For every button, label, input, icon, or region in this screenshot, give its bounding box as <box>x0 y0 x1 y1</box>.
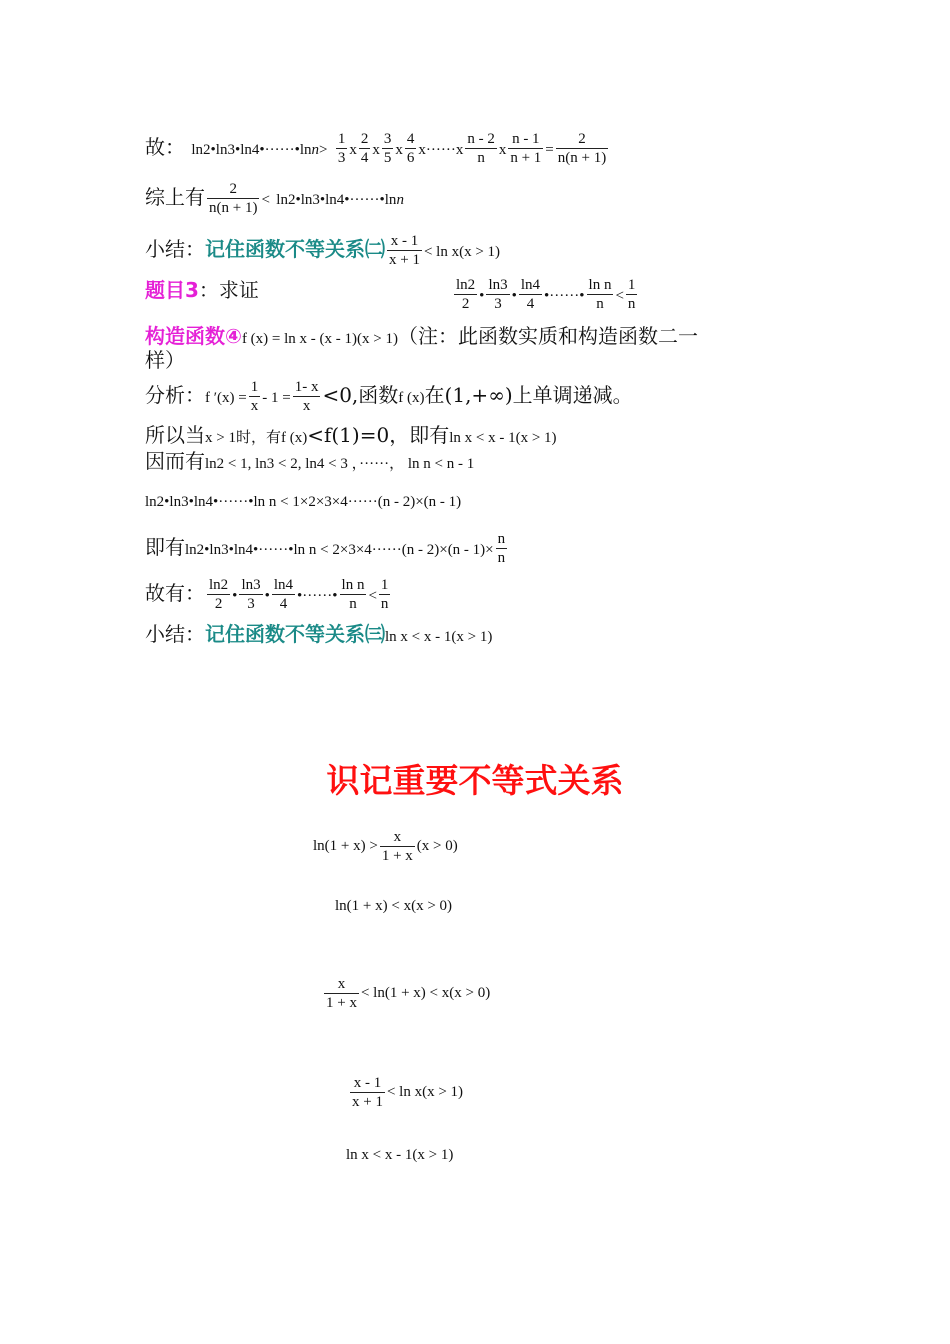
line-1: 故： ln2•ln3•ln4•······•lnn> $\frac{1}{3}$ x $\frac{2}{4}$ x $\frac{3}{5}$ x $\frac{4}{6}$ x······x $\frac{n - 2}{n}$ x $\frac{n - 1}{n + 1}$ = $\frac{2}{n(n + 1)}$ <box>145 131 607 166</box>
label: 小结： <box>145 237 205 261</box>
inequality-4: $\frac{x - 1}{x + 1}$ < ln x(x > 1) <box>352 1075 464 1110</box>
text: 因而有 <box>145 449 205 473</box>
math-expr: x > 1时，有 <box>205 430 281 446</box>
line-2 <box>145 180 404 217</box>
line-10 <box>145 530 509 567</box>
fraction: $\frac{1}{n}$ <box>380 577 389 612</box>
fraction: $\frac{2}{n(n + 1)}$ <box>557 131 607 166</box>
fraction: $\frac{1}{n}$ <box>627 277 636 312</box>
math-expr: ln2•ln3•ln4•······•ln n < 1×2×3×4······(n - 2)×(n - 1) <box>145 494 462 510</box>
line-4-math: $\frac{\ln 2}{2}$ • $\frac{\ln 3}{3}$ • $\frac{\ln 4}{4}$ •······• $\frac{\text{ln n}}{n}$ < $\frac{1}{n}$ <box>456 277 636 312</box>
math-dots: •······• <box>297 588 338 604</box>
summary-highlight: 记住函数不等关系㈢ <box>205 622 385 646</box>
line-5 <box>145 326 698 347</box>
math-product: ln2•ln3•ln4•······•ln <box>191 142 312 158</box>
fraction: $\frac{\ln 3}{3}$ <box>488 277 508 312</box>
math-product: ln2•ln3•ln4•······•ln <box>276 192 397 208</box>
text: 在(1,+∞)上单调递减。 <box>424 383 633 407</box>
fraction: $\frac{\text{ln n}}{n}$ <box>588 277 612 312</box>
line-11: 故有： $\frac{\ln 2}{2}$ • $\frac{\ln 3}{3}$ • $\frac{\ln 4}{4}$ •······• $\frac{\text{ln n}}{n}$ < $\frac{1}{n}$ <box>145 577 389 612</box>
fraction: $\frac{\ln 4}{4}$ <box>273 577 294 612</box>
fraction: $\frac{x - 1}{x + 1}$ <box>389 233 420 268</box>
fraction: $\frac{\ln 2}{2}$ <box>456 277 476 312</box>
fraction: $\frac{3}{5}$ <box>383 131 392 166</box>
fraction: $\frac{4}{6}$ <box>406 131 415 166</box>
math-op: - 1 = <box>262 390 291 406</box>
label: 小结： <box>145 622 205 646</box>
summary-highlight: 记住函数不等关系㈡ <box>205 237 385 261</box>
inequality-2: ln(1 + x) < x(x > 0) <box>335 898 453 914</box>
note: （注：此函数实质和构造函数二一 <box>397 324 698 348</box>
line-8 <box>145 451 474 472</box>
math-expr: f (x) = ln x - (x - 1)(x > 1) <box>241 331 398 347</box>
math-op: = <box>545 142 554 158</box>
fraction: $\frac{\ln 3}{3}$ <box>241 577 261 612</box>
line-6 <box>145 378 633 415</box>
math-var: n <box>311 142 320 158</box>
math-chain: x······x <box>418 142 464 158</box>
text: 即有 <box>145 535 185 559</box>
construct-label: 构造函数④ <box>145 324 242 348</box>
math-expr: ln x < x - 1(x > 1) <box>385 629 493 645</box>
line-3 <box>145 232 500 269</box>
label: 故： <box>145 135 185 159</box>
fraction: $\frac{\text{ln n}}{n}$ <box>341 577 365 612</box>
note-cont: 样） <box>145 348 185 372</box>
text: <f(1)=0，即有 <box>307 423 450 447</box>
fraction: $\frac{2}{n(n + 1)}$ <box>209 181 258 216</box>
fraction: $\frac{\ln 2}{2}$ <box>209 577 229 612</box>
math-expr: ln2 < 1, ln3 < 2, ln4 < 3 ，······， ln n < n - 1 <box>205 456 475 472</box>
text: <0,函数 <box>322 383 399 407</box>
math-expr: ln x < x - 1(x > 1) <box>449 430 557 446</box>
math-op: > <box>319 142 328 158</box>
math-expr: f (x) <box>280 430 308 446</box>
section-title: 识记重要不等式关系 <box>326 761 624 800</box>
label: 分析： <box>145 383 205 407</box>
problem-label: 题目3 <box>145 278 199 302</box>
line-5-cont <box>145 350 185 370</box>
inequality-3: $\frac{x}{1 + x}$ < ln(1 + x) < x(x > 0) <box>326 976 491 1011</box>
line-12 <box>145 624 492 645</box>
math-op: < <box>261 192 270 208</box>
label: 综上有 <box>145 185 205 209</box>
math-dots: •······• <box>544 288 585 304</box>
math-expr: ln2•ln3•ln4•······•ln n < 2×3×4······(n - 2)×(n - 1)× <box>185 542 494 558</box>
math-expr: f ′(x) = <box>205 390 247 406</box>
fraction: $\frac{n}{n}$ <box>497 531 506 566</box>
fraction: $\frac{\ln 4}{4}$ <box>520 277 541 312</box>
fraction: $\frac{n - 1}{n + 1}$ <box>510 131 542 166</box>
fraction: $\frac{1- x}{x}$ <box>294 379 319 414</box>
text: 所以当 <box>145 423 205 447</box>
math-op: < <box>368 588 377 604</box>
math-expr: < ln x(x > 1) <box>423 244 501 260</box>
math-expr: f (x) <box>398 390 425 406</box>
inequality-1: ln(1 + x) > $\frac{x}{1 + x}$ (x > 0) <box>313 829 458 864</box>
line-4 <box>145 280 259 300</box>
math-var: n <box>396 192 404 208</box>
fraction: $\frac{1}{3}$ <box>337 131 346 166</box>
line-9 <box>145 489 461 510</box>
fraction: $\frac{n - 2}{n}$ <box>467 131 495 166</box>
inequality-5: ln x < x - 1(x > 1) <box>346 1147 454 1163</box>
fraction: $\frac{1}{x}$ <box>250 379 259 414</box>
math-op: < <box>615 288 624 304</box>
fraction: $\frac{2}{4}$ <box>360 131 369 166</box>
label: 故有： <box>145 581 205 605</box>
label: ：求证 <box>198 278 259 302</box>
line-7 <box>145 425 557 446</box>
